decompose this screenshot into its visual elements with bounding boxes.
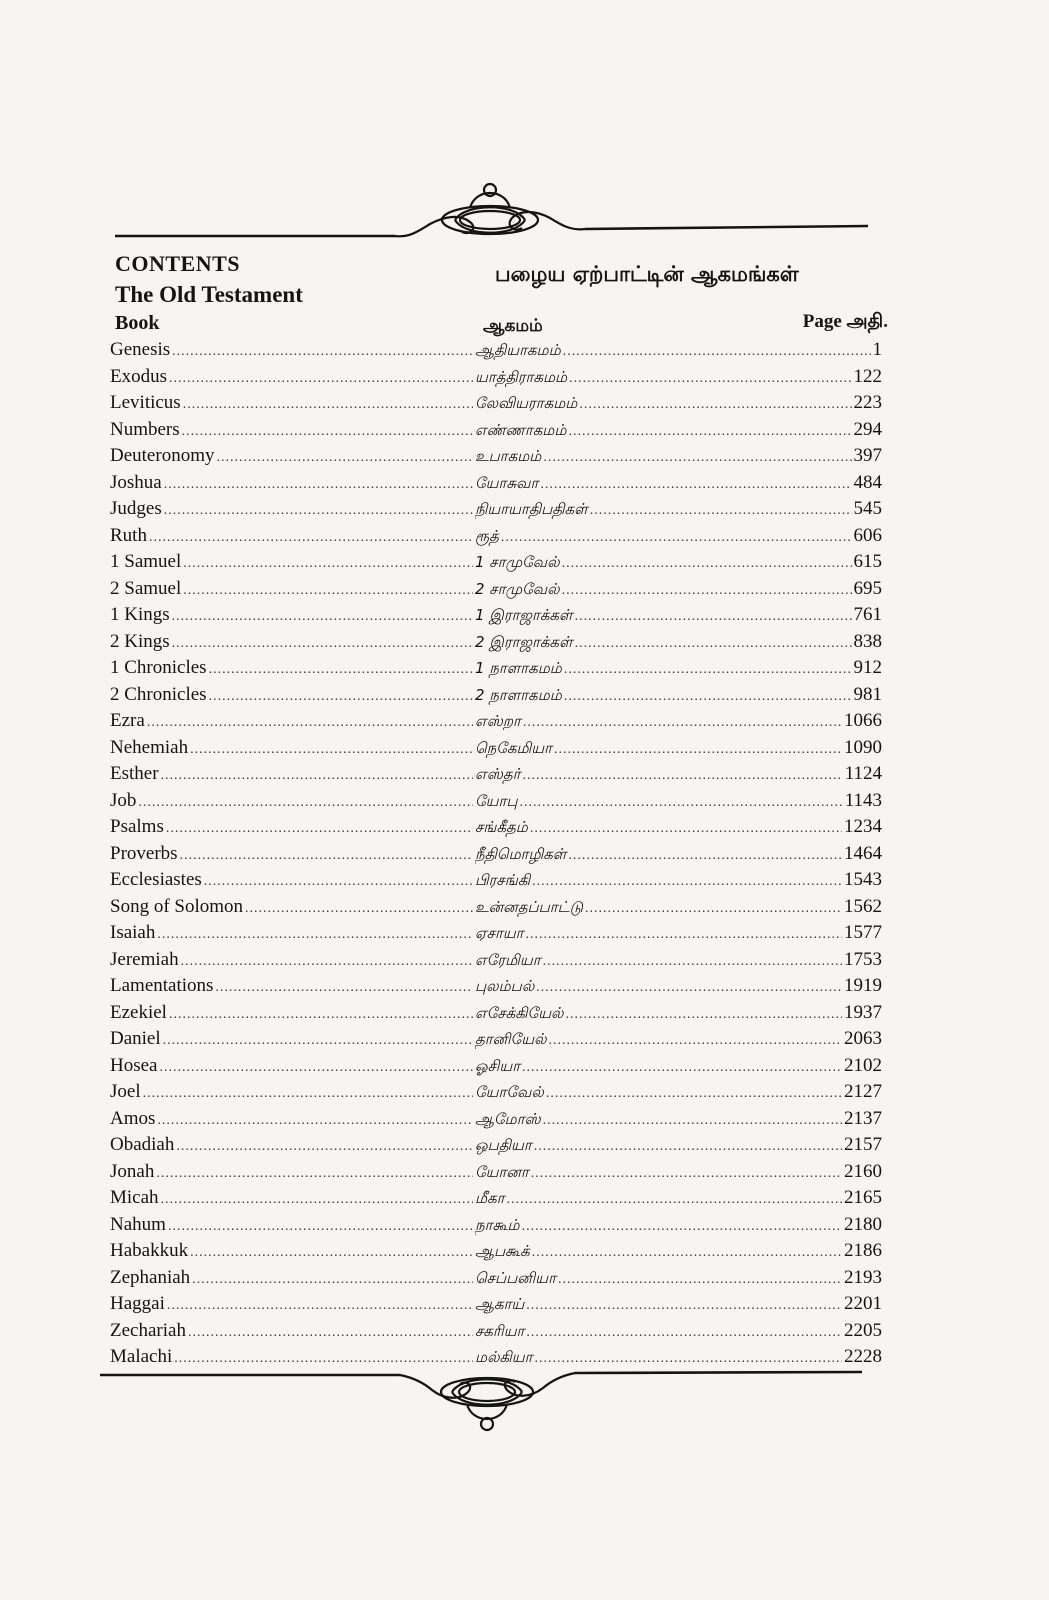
page-number: 122: [853, 365, 882, 387]
dot-leader: [143, 1081, 473, 1108]
dot-leader: [164, 472, 473, 499]
book-name-english: Numbers: [110, 418, 180, 440]
book-name-tamil: 2 நாளாகமம்: [475, 685, 562, 704]
book-name-tamil: சங்கீதம்: [475, 818, 528, 836]
contents-heading: CONTENTS: [115, 251, 241, 276]
book-name-english: Ecclesiastes: [110, 869, 202, 890]
dot-leader: [192, 1267, 473, 1294]
dot-leader: [174, 1346, 473, 1373]
page-number: 1124: [844, 763, 882, 784]
book-name-tamil: நீதிமொழிகள்: [475, 844, 567, 863]
dot-leader: [215, 975, 473, 1002]
book-name-english: Job: [110, 789, 137, 811]
book-name-tamil: ஓசியா: [475, 1056, 521, 1075]
book-name-english: Jeremiah: [110, 948, 179, 970]
dot-leader: [520, 790, 843, 817]
contents-row: [110, 1132, 882, 1159]
top-ornament-divider: [0, 178, 1049, 248]
page-number: 606: [853, 524, 882, 546]
page-number: 1562: [844, 895, 882, 917]
book-name-english: Joel: [110, 1081, 141, 1102]
dot-leader: [147, 710, 473, 737]
book-name-tamil: நாகூம்: [475, 1215, 520, 1234]
book-name-tamil: நியாயாதிபதிகள்: [475, 500, 588, 518]
book-name-english: 1 Samuel: [110, 551, 182, 572]
dot-leader: [209, 657, 473, 684]
dot-leader: [569, 366, 851, 393]
dot-leader: [543, 445, 851, 472]
book-name-tamil: ஆதியாகமம்: [475, 341, 561, 359]
column-header-page: Page அதி.: [802, 311, 888, 332]
book-name-tamil: செப்பனியா: [475, 1268, 556, 1287]
dot-leader: [526, 922, 842, 949]
dot-leader: [522, 1055, 842, 1082]
book-name-tamil: தானியேல்: [475, 1030, 547, 1048]
bottom-ornament-divider: [0, 1370, 1049, 1440]
page-number: 1464: [844, 842, 882, 864]
dot-leader: [204, 869, 473, 896]
book-name-tamil: எண்ணாகமம்: [475, 420, 567, 439]
contents-row: [110, 867, 882, 894]
dot-leader: [156, 1161, 473, 1188]
dot-leader: [169, 366, 473, 393]
dot-leader: [172, 339, 473, 366]
page-number: 1090: [844, 736, 882, 758]
page-number: 2165: [844, 1187, 882, 1208]
contents-row: [110, 549, 882, 576]
contents-row: [110, 602, 882, 629]
page-number: 981: [853, 683, 882, 705]
book-name-tamil: பிரசங்கி: [475, 871, 531, 889]
column-header-book: Book: [115, 312, 160, 334]
book-name-english: Isaiah: [110, 922, 156, 943]
dot-leader: [216, 445, 473, 472]
dot-leader: [164, 498, 473, 525]
page-number: 2228: [844, 1346, 882, 1367]
page-number: 2180: [844, 1213, 882, 1235]
page-number: 545: [853, 498, 882, 519]
contents-row: [110, 814, 882, 841]
contents-row: [110, 1265, 882, 1292]
dot-leader: [575, 631, 852, 658]
contents-row: [110, 682, 882, 709]
dot-leader: [562, 551, 852, 578]
book-name-tamil: எஸ்றா: [475, 712, 521, 730]
book-name-english: Lamentations: [110, 975, 214, 996]
dot-leader: [149, 525, 473, 552]
contents-row: [110, 1318, 882, 1345]
book-name-english: Proverbs: [110, 842, 178, 864]
dot-leader: [585, 896, 842, 923]
book-name-tamil: ஏசாயா: [475, 924, 524, 942]
contents-row: [110, 1053, 882, 1080]
column-header-tamil: ஆகமம்: [483, 316, 543, 336]
dot-leader: [181, 949, 473, 976]
page-number: 2157: [844, 1134, 882, 1155]
dot-leader: [157, 922, 473, 949]
book-name-english: Amos: [110, 1107, 156, 1129]
page-number: 615: [853, 551, 882, 572]
book-name-tamil: ரூத்: [475, 526, 499, 545]
dot-leader: [522, 763, 842, 790]
dot-leader: [183, 551, 473, 578]
book-name-tamil: 2 சாமுவேல்: [475, 579, 560, 598]
book-name-tamil: எஸ்தர்: [475, 765, 521, 783]
dot-leader: [157, 1108, 473, 1135]
book-name-english: Song of Solomon: [110, 895, 244, 917]
dot-leader: [540, 472, 851, 499]
dot-leader: [176, 1134, 473, 1161]
page-number: 1143: [844, 789, 882, 811]
dot-leader: [531, 1161, 842, 1188]
book-name-english: Nahum: [110, 1213, 166, 1235]
dot-leader: [163, 1028, 473, 1055]
contents-row: [110, 390, 882, 417]
contents-row: [110, 443, 882, 470]
page-number: 484: [853, 471, 882, 493]
book-name-english: Haggai: [110, 1293, 165, 1314]
page-number: 223: [853, 392, 882, 413]
book-name-english: Exodus: [110, 365, 167, 387]
book-name-english: Jonah: [110, 1160, 155, 1182]
book-name-english: 1 Chronicles: [110, 657, 207, 678]
old-testament-heading-tamil: பழைய ஏற்பாட்டின் ஆகமங்கள்: [495, 262, 799, 286]
contents-row: [110, 1159, 882, 1186]
page-number: 1919: [844, 975, 882, 996]
dot-leader: [526, 1293, 842, 1320]
book-name-tamil: ஆபகூக்: [475, 1242, 530, 1260]
page-number: 1753: [844, 948, 882, 970]
dot-leader: [579, 392, 851, 419]
contents-row: [110, 1000, 882, 1027]
dot-leader: [546, 1081, 842, 1108]
contents-row: [110, 364, 882, 391]
dot-leader: [166, 816, 473, 843]
dot-leader: [526, 1320, 842, 1347]
book-name-tamil: யோனா: [475, 1162, 529, 1181]
page-number: 838: [853, 630, 882, 652]
dot-leader: [172, 631, 473, 658]
dot-leader: [536, 975, 842, 1002]
book-name-english: Esther: [110, 763, 159, 784]
dot-leader: [590, 498, 852, 525]
page-number: 912: [853, 657, 882, 678]
dot-leader: [562, 578, 852, 605]
contents-row: [110, 1291, 882, 1318]
dot-leader: [568, 419, 851, 446]
dot-leader: [575, 604, 852, 631]
contents-row: [110, 1344, 882, 1371]
book-name-tamil: உன்னதப்பாட்டு: [475, 897, 583, 916]
page-number: 2205: [844, 1319, 882, 1341]
contents-row: [110, 761, 882, 788]
book-name-tamil: மல்கியா: [475, 1348, 533, 1366]
dot-leader: [535, 1346, 842, 1373]
dot-leader: [183, 578, 473, 605]
book-name-english: 2 Kings: [110, 630, 170, 652]
dot-leader: [543, 949, 842, 976]
book-name-english: Nehemiah: [110, 736, 189, 758]
page-number: 761: [853, 604, 882, 625]
contents-row: [110, 920, 882, 947]
book-name-english: Ruth: [110, 524, 147, 546]
contents-row: [110, 1212, 882, 1239]
contents-row: [110, 629, 882, 656]
book-name-english: 2 Samuel: [110, 577, 182, 599]
dot-leader: [566, 1002, 842, 1029]
book-name-tamil: உபாகமம்: [475, 447, 542, 465]
dot-leader: [138, 790, 473, 817]
dot-leader: [159, 1055, 473, 1082]
book-name-english: Genesis: [110, 339, 171, 360]
book-name-english: Ezekiel: [110, 1001, 167, 1023]
page-number: 1234: [844, 816, 882, 837]
page-number: 294: [853, 418, 882, 440]
contents-row: [110, 894, 882, 921]
dot-leader: [564, 684, 852, 711]
contents-row: [110, 841, 882, 868]
book-name-tamil: யோபு: [475, 791, 518, 810]
book-name-tamil: 1 நாளாகமம்: [475, 659, 562, 677]
book-name-tamil: யோசுவா: [475, 473, 539, 492]
book-name-tamil: 1 இராஜாக்கள்: [475, 606, 573, 624]
page-number: 1543: [844, 869, 882, 890]
book-name-english: Leviticus: [110, 392, 181, 413]
book-name-tamil: புலம்பல்: [475, 977, 535, 995]
book-name-english: Joshua: [110, 471, 162, 493]
dot-leader: [161, 763, 473, 790]
book-name-tamil: 2 இராஜாக்கள்: [475, 632, 573, 651]
dot-leader: [530, 816, 842, 843]
dot-leader: [563, 339, 871, 366]
dot-leader: [568, 843, 842, 870]
dot-leader: [532, 1240, 842, 1267]
contents-row: [110, 655, 882, 682]
dot-leader: [167, 1293, 473, 1320]
dot-leader: [549, 1028, 842, 1055]
book-name-english: 1 Kings: [110, 604, 170, 625]
book-name-tamil: யோவேல்: [475, 1083, 544, 1101]
dot-leader: [564, 657, 852, 684]
contents-row: [110, 788, 882, 815]
dot-leader: [161, 1187, 473, 1214]
dot-leader: [543, 1108, 842, 1135]
dot-leader: [183, 392, 473, 419]
book-name-english: Psalms: [110, 816, 164, 837]
book-name-tamil: நெகேமியா: [475, 738, 553, 757]
page-number: 397: [853, 445, 882, 466]
contents-row: [110, 1026, 882, 1053]
dot-leader: [523, 710, 842, 737]
page-number: 2193: [844, 1266, 882, 1288]
book-name-tamil: மீகா: [475, 1189, 505, 1207]
dot-leader: [532, 869, 842, 896]
dot-leader: [507, 1187, 842, 1214]
page-number: 2160: [844, 1160, 882, 1182]
dot-leader: [168, 1214, 473, 1241]
contents-row: [110, 735, 882, 762]
page-number: 695: [853, 577, 882, 599]
book-name-tamil: ஆமோஸ்: [475, 1109, 541, 1128]
dot-leader: [534, 1134, 842, 1161]
dot-leader: [501, 525, 852, 552]
book-name-tamil: எசேக்கியேல்: [475, 1003, 564, 1022]
book-name-english: Zephaniah: [110, 1266, 191, 1288]
contents-list: [110, 337, 882, 1371]
book-name-english: Hosea: [110, 1054, 158, 1076]
contents-row: [110, 496, 882, 523]
page-number: 2102: [844, 1054, 882, 1076]
book-name-english: 2 Chronicles: [110, 683, 207, 705]
book-name-english: Zechariah: [110, 1319, 186, 1341]
book-name-english: Judges: [110, 498, 162, 519]
book-name-tamil: யாத்திராகமம்: [475, 367, 568, 386]
dot-leader: [522, 1214, 842, 1241]
dot-leader: [180, 843, 473, 870]
dot-leader: [190, 737, 473, 764]
page-number: 2127: [844, 1081, 882, 1102]
book-name-english: Deuteronomy: [110, 445, 215, 466]
dot-leader: [558, 1267, 842, 1294]
book-name-english: Obadiah: [110, 1134, 175, 1155]
dot-leader: [188, 1320, 473, 1347]
old-testament-heading: The Old Testament: [115, 282, 303, 307]
book-name-tamil: ஆகாய்: [475, 1295, 525, 1313]
page-number: 2186: [844, 1240, 882, 1261]
book-name-english: Ezra: [110, 710, 145, 731]
contents-row: [110, 1238, 882, 1265]
contents-row: [110, 1106, 882, 1133]
contents-row: [110, 523, 882, 550]
book-name-english: Daniel: [110, 1028, 161, 1049]
book-name-tamil: சகரியா: [475, 1321, 525, 1340]
contents-row: [110, 947, 882, 974]
page-number: 1066: [844, 710, 882, 731]
page-number: 1937: [844, 1001, 882, 1023]
page-number: 2063: [844, 1028, 882, 1049]
dot-leader: [169, 1002, 473, 1029]
contents-row: [110, 1079, 882, 1106]
page-number: 1577: [844, 922, 882, 943]
contents-row: [110, 417, 882, 444]
contents-row: [110, 1185, 882, 1212]
dot-leader: [172, 604, 473, 631]
dot-leader: [190, 1240, 473, 1267]
page-number: 1: [872, 339, 882, 360]
book-name-tamil: லேவியராகமம்: [475, 394, 578, 412]
dot-leader: [209, 684, 473, 711]
contents-row: [110, 973, 882, 1000]
page-number: 2137: [844, 1107, 882, 1129]
book-name-english: Micah: [110, 1187, 159, 1208]
book-name-english: Malachi: [110, 1346, 173, 1367]
book-name-tamil: ஒபதியா: [475, 1136, 532, 1154]
book-name-english: Habakkuk: [110, 1240, 189, 1261]
contents-row: [110, 576, 882, 603]
dot-leader: [182, 419, 473, 446]
contents-row: [110, 337, 882, 364]
contents-row: [110, 708, 882, 735]
dot-leader: [554, 737, 842, 764]
book-name-tamil: 1 சாமுவேல்: [475, 553, 560, 571]
page-number: 2201: [844, 1293, 882, 1314]
contents-row: [110, 470, 882, 497]
dot-leader: [245, 896, 473, 923]
book-name-tamil: எரேமியா: [475, 950, 541, 969]
